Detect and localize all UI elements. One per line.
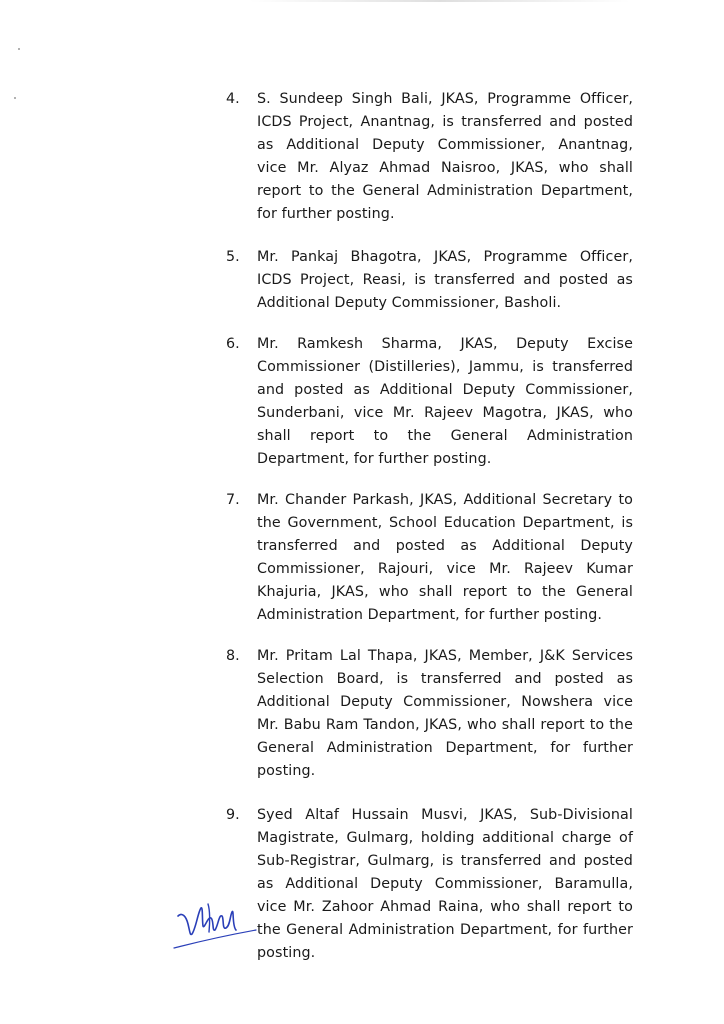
item-number: 8. <box>226 648 240 664</box>
item-number: 5. <box>226 249 240 265</box>
item-text: Mr. Chander Parkash, JKAS, Additional Secretary to the Government, School Education Department, is transferred and posted as Additional Deputy Commissioner, Rajouri, vice Mr. Rajeev Kumar Khajuria, JKAS, who shall report to the General Administration Department, for further posting. <box>257 492 633 623</box>
item-number: 7. <box>226 492 240 508</box>
item-text: Mr. Ramkesh Sharma, JKAS, Deputy Excise Commissioner (Distilleries), Jammu, is transferred and posted as Additional Deputy Commissioner, Sunderbani, vice Mr. Rajeev Magotra, JKAS, who shall report to the General Administration Department, for further posting. <box>257 336 633 467</box>
item-number: 4. <box>226 91 240 107</box>
item-text: Syed Altaf Hussain Musvi, JKAS, Sub-Divisional Magistrate, Gulmarg, holding additional charge of Sub-Registrar, Gulmarg, is transferred and posted as Additional Deputy Commissioner, Baramulla, vice Mr. Zahoor Ahmad Raina, who shall report to the General Administration Department, for further posting. <box>257 807 633 961</box>
signature-initials <box>168 886 260 958</box>
item-text: Mr. Pritam Lal Thapa, JKAS, Member, J&K Services Selection Board, is transferred and posted as Additional Deputy Commissioner, Nowshera vice Mr. Babu Ram Tandon, JKAS, who shall report to the General Administration Department, for further posting. <box>257 648 633 779</box>
item-number: 6. <box>226 336 240 352</box>
item-text: Mr. Pankaj Bhagotra, JKAS, Programme Officer, ICDS Project, Reasi, is transferred and posted as Additional Deputy Commissioner, Basholi. <box>257 249 633 311</box>
scan-dot <box>14 97 16 99</box>
item-number: 9. <box>226 807 240 823</box>
scan-smudge <box>250 0 630 2</box>
item-text: S. Sundeep Singh Bali, JKAS, Programme Officer, ICDS Project, Anantnag, is transferred and posted as Additional Deputy Commissioner, Anantnag, vice Mr. Alyaz Ahmad Naisroo, JKAS, who shall report to the General Administration Department, for further posting. <box>257 91 633 222</box>
scan-dot <box>18 48 20 50</box>
